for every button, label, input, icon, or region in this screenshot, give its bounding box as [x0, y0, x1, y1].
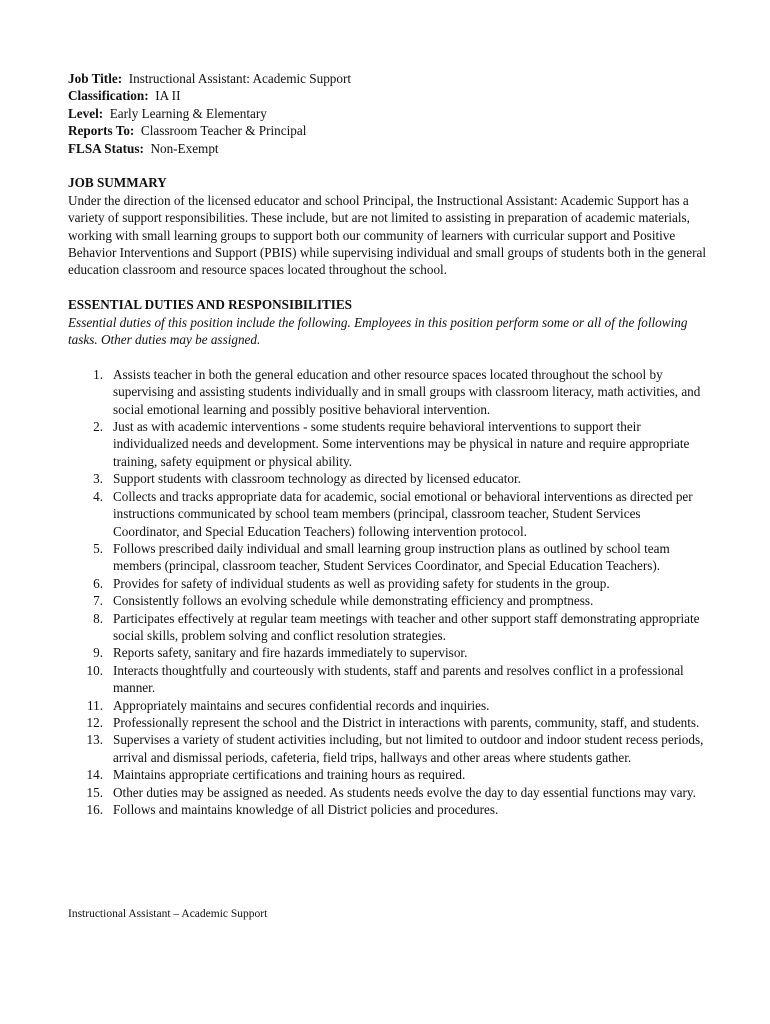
reports-to-label: Reports To:: [68, 123, 135, 139]
reports-to-value: Classroom Teacher & Principal: [140, 123, 307, 139]
level-label: Level:: [68, 105, 104, 121]
list-item-number: 5.: [93, 540, 103, 556]
list-item: [68, 366, 708, 418]
list-item-number: 4.: [93, 488, 103, 504]
list-item-number: 2.: [93, 419, 103, 435]
list-item-text: Collects and tracks appropriate data for academic, social emotional or behavioral interventions as directed per instructions communicated by school team members (principal, classroom teacher, Student Services Coordinator, and Special Education Teachers) following intervention protocol.: [113, 488, 693, 539]
list-item: [68, 644, 708, 661]
list-item-number: 1.: [93, 366, 103, 382]
list-item-text: Consistently follows an evolving schedule while demonstrating efficiency and promptness.: [113, 593, 594, 609]
list-item: [68, 766, 708, 783]
list-item: [68, 801, 708, 818]
level-line: [68, 105, 708, 122]
duties-heading: ESSENTIAL DUTIES AND RESPONSIBILITIES: [68, 297, 353, 313]
flsa-label: FLSA Status:: [68, 140, 144, 156]
list-item-number: 9.: [93, 645, 103, 661]
classification-line: [68, 87, 708, 104]
list-item-text: Professionally represent the school and the District in interactions with parents, community, staff, and students.: [113, 714, 700, 730]
list-item-text: Follows prescribed daily individual and small learning group instruction plans as outlined by school team members (principal, classroom teacher, Student Services Coordinator, and Special Education Teachers).: [113, 540, 670, 574]
list-item-text: Reports safety, sanitary and fire hazards immediately to supervisor.: [113, 645, 468, 661]
list-item: [68, 540, 708, 575]
list-item: [68, 731, 708, 766]
list-item: [68, 470, 708, 487]
level-value: Early Learning & Elementary: [109, 105, 267, 121]
list-item-number: 15.: [86, 784, 103, 800]
list-item-text: Appropriately maintains and secures confidential records and inquiries.: [113, 697, 490, 713]
list-item: [68, 662, 708, 697]
list-item-number: 14.: [86, 767, 103, 783]
list-item: [68, 592, 708, 609]
list-item-number: 8.: [93, 610, 103, 626]
list-item: [68, 784, 708, 801]
list-item: [68, 575, 708, 592]
classification-label: Classification:: [68, 88, 149, 104]
list-item-text: Supervises a variety of student activities including, but not limited to outdoor and indoor student recess periods, arrival and dismissal periods, cafeteria, field trips, hallways and other areas where students gather.: [113, 732, 704, 765]
summary-text: Under the direction of the licensed educator and school Principal, the Instructional Assistant: Academic Support has a variety of support responsibilities. These include, but are not limited to assisting in preparation of academic materials, working with small learning groups to support both our community of learners with curricular support and Positive Behavior Interventions and Support (PBIS) while supervising individual and small groups of students both in the general education classroom and resource spaces located throughout the school.: [68, 192, 707, 278]
list-item-number: 16.: [86, 802, 103, 818]
list-item: [68, 488, 708, 540]
list-item: [68, 714, 708, 731]
list-item: [68, 697, 708, 714]
list-item-number: 11.: [87, 697, 103, 713]
page-footer: Instructional Assistant – Academic Support: [68, 908, 268, 920]
job-title-value: Instructional Assistant: Academic Support: [128, 71, 352, 86]
summary-heading: JOB SUMMARY: [68, 175, 167, 191]
list-item-number: 10.: [86, 662, 103, 678]
job-title-line: [68, 70, 708, 87]
document-page: [68, 70, 708, 818]
duties-list: [68, 366, 708, 819]
list-item-text: Maintains appropriate certifications and training hours as required.: [113, 767, 466, 783]
list-item-text: Assists teacher in both the general education and other resource spaces located throughout the school by supervising and assisting students individually and in small groups with classroom literacy, math activities, and social emotional learning and possibly positive behavioral intervention.: [113, 366, 701, 417]
list-item-text: Provides for safety of individual students as well as providing safety for students in the group.: [113, 575, 610, 591]
list-item-number: 3.: [93, 471, 103, 487]
list-item-text: Follows and maintains knowledge of all District policies and procedures.: [113, 802, 499, 818]
list-item-number: 12.: [86, 714, 103, 730]
classification-value: IA II: [155, 88, 181, 104]
job-title-label: Job Title:: [68, 71, 123, 86]
list-item-number: 7.: [93, 593, 103, 609]
list-item-text: Other duties may be assigned as needed. As students needs evolve the day to day essential functions may vary.: [113, 784, 696, 800]
list-item: [68, 610, 708, 645]
list-item-text: Interacts thoughtfully and courteously with students, staff and parents and resolves conflict in a professional manner.: [113, 662, 684, 696]
flsa-value: Non-Exempt: [150, 140, 219, 156]
list-item-text: Participates effectively at regular team meetings with teacher and other support staff demonstrating appropriate social skills, problem solving and conflict resolution strategies.: [113, 610, 700, 643]
flsa-line: [68, 140, 708, 157]
reports-to-line: [68, 122, 708, 139]
list-item-text: Just as with academic interventions - some students require behavioral interventions to support their individualized needs and development. Some interventions may be physical in nature and require appropriate training, safety equipment or physical ability.: [113, 419, 690, 469]
list-item: [68, 418, 708, 470]
list-item-number: 13.: [86, 732, 103, 748]
list-item-text: Support students with classroom technology as directed by licensed educator.: [113, 471, 521, 487]
list-item-number: 6.: [93, 575, 103, 591]
duties-intro: Essential duties of this position include the following. Employees in this position perform some or all of the following tasks. Other duties may be assigned.: [68, 314, 688, 348]
